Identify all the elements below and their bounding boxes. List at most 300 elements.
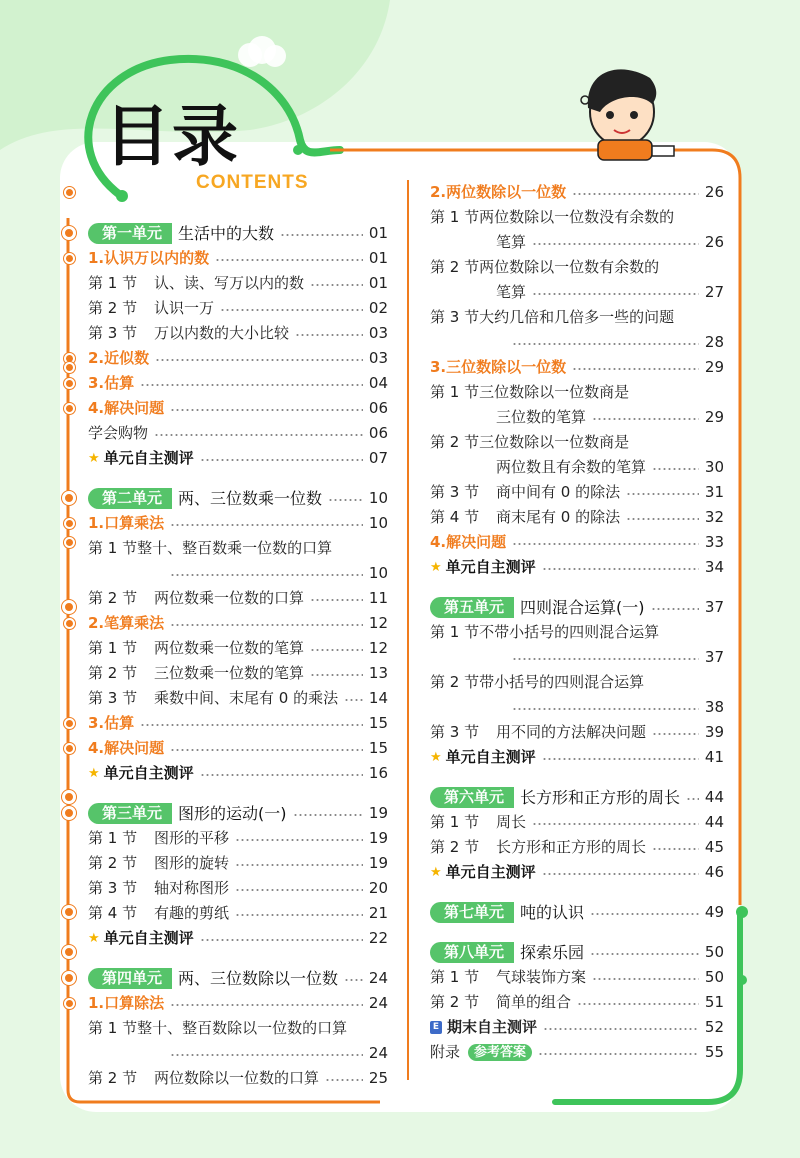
toc-entry-label (88, 1021, 347, 1036)
unit-title: 两、三位数乘一位数 (178, 488, 323, 508)
toc-entry-label (88, 276, 304, 291)
leader-dots (170, 749, 363, 751)
toc-entry-label (430, 995, 571, 1010)
toc-unit-row[interactable] (88, 486, 388, 511)
star-icon: ★ (430, 750, 442, 765)
leader-dots (155, 359, 363, 361)
toc-entry-label (496, 410, 586, 425)
lesson-title: 三位数乘一位数的笔算 (154, 664, 305, 682)
leader-dots (200, 774, 363, 776)
toc-entry-label (88, 376, 134, 391)
section-title: 3.三位数除以一位数 (430, 358, 567, 376)
leader-dots (220, 309, 363, 311)
page-number: 37 (704, 648, 724, 666)
page-number: 03 (368, 324, 388, 342)
toc-entry-label (88, 881, 229, 896)
unit-title: 两、三位数除以一位数 (178, 968, 339, 988)
star-icon: ★ (88, 766, 100, 781)
toc-test-row[interactable] (430, 555, 724, 580)
toc-lesson-continuation-row[interactable] (164, 561, 388, 586)
leader-dots (538, 1053, 699, 1055)
unit-title: 探索乐园 (520, 942, 585, 962)
lesson-title: 两位数除以一位数有余数的 (479, 258, 660, 276)
toc-entry-label (430, 625, 659, 640)
leader-dots (532, 243, 699, 245)
toc-entry-label (430, 210, 674, 225)
leader-dots (652, 468, 699, 470)
toc-entry-label (88, 931, 194, 946)
lesson-title: 两位数除以一位数没有余数的 (479, 208, 675, 226)
toc-lesson-row[interactable] (88, 661, 388, 686)
final-test-title: 期末自主测评 (447, 1018, 538, 1036)
toc-sec-row[interactable] (88, 371, 388, 396)
toc-entry-label (430, 840, 646, 855)
toc-final-row[interactable] (430, 1015, 724, 1040)
lesson-title: 两位数除以一位数的口算 (154, 1069, 320, 1087)
toc-entry-label (496, 460, 646, 475)
lesson-title: 三位数除以一位数商是 (479, 433, 630, 451)
unit-title: 图形的运动(一) (178, 803, 287, 823)
page-number: 19 (368, 804, 388, 822)
page-number: 01 (368, 249, 388, 267)
lesson-title: 周长 (496, 813, 527, 831)
toc-sec-row[interactable] (430, 355, 724, 380)
toc-lesson2-row[interactable] (430, 205, 724, 230)
toc-lesson-row[interactable] (88, 636, 388, 661)
page-number: 30 (704, 458, 724, 476)
page-number: 41 (704, 748, 724, 766)
toc-entry-label (430, 970, 586, 985)
toc-entry-label (496, 285, 526, 300)
page-number: 10 (368, 564, 388, 582)
lesson-number: 第 1 节 (430, 968, 480, 986)
toc-entry-label (88, 326, 289, 341)
lesson-number: 第 1 节 (430, 813, 480, 831)
lesson-number: 第 3 节 (430, 308, 480, 326)
toc-plain-row[interactable] (88, 421, 388, 446)
leader-dots (170, 524, 363, 526)
lesson-number: 第 2 节 (430, 433, 480, 451)
toc-appendix-row[interactable] (430, 1040, 724, 1065)
toc-lesson-row[interactable] (430, 965, 724, 990)
unit-badge: 第七单元 (430, 902, 514, 923)
page-number: 33 (704, 533, 724, 551)
lesson-title: 商末尾有 0 的除法 (496, 508, 621, 526)
toc-lesson-row[interactable] (88, 826, 388, 851)
toc-entry-label (88, 716, 134, 731)
page-number: 45 (704, 838, 724, 856)
unit-bullet-icon (62, 806, 76, 820)
leader-dots (543, 1028, 699, 1030)
page-number: 29 (704, 358, 724, 376)
toc-sec-row[interactable] (88, 991, 388, 1016)
page-number: 16 (368, 764, 388, 782)
toc-lesson-row[interactable] (430, 835, 724, 860)
leader-dots (512, 658, 699, 660)
toc-sec-row[interactable] (88, 511, 388, 536)
toc-lesson2-row[interactable] (430, 255, 724, 280)
page-number: 32 (704, 508, 724, 526)
leader-dots (512, 343, 699, 345)
toc-lesson-continuation-row[interactable] (164, 1041, 388, 1066)
leader-dots (170, 574, 363, 576)
page-number: 50 (704, 943, 724, 961)
page-number: 01 (368, 274, 388, 292)
toc-entry-label (88, 741, 164, 756)
leader-dots (652, 848, 699, 850)
toc-entry-label (88, 803, 287, 824)
page-number: 31 (704, 483, 724, 501)
toc-test-row[interactable] (430, 745, 724, 770)
leader-dots (572, 193, 699, 195)
test-title: 单元自主测评 (103, 764, 194, 782)
page-number: 24 (368, 1044, 388, 1062)
page-number: 12 (368, 614, 388, 632)
section-title: 3.估算 (88, 714, 135, 732)
section-title: 2.两位数除以一位数 (430, 183, 567, 201)
lesson-number: 第 4 节 (430, 508, 480, 526)
toc-entry-label (88, 401, 164, 416)
lesson-title: 两位数乘一位数的笔算 (154, 639, 305, 657)
leader-dots (512, 543, 699, 545)
test-title: 单元自主测评 (103, 449, 194, 467)
page-number: 55 (704, 1043, 724, 1061)
toc-lesson-continuation-row[interactable] (496, 280, 724, 305)
page-number: 24 (368, 969, 388, 987)
toc-lesson-row[interactable] (88, 686, 388, 711)
appendix-title: 附录 (430, 1043, 461, 1061)
toc-entry-label (430, 787, 680, 808)
toc-entry-label (430, 815, 526, 830)
toc-lesson-row[interactable] (430, 480, 724, 505)
section-title: 1.口算乘法 (88, 514, 165, 532)
toc-lesson-row[interactable] (430, 810, 724, 835)
toc-entry-label (88, 766, 194, 781)
toc-test-row[interactable] (88, 926, 388, 951)
toc-entry-label (430, 360, 566, 375)
leader-dots (295, 334, 363, 336)
toc-entry-label (88, 691, 338, 706)
toc-entry-label (430, 260, 659, 275)
section-bullet-icon (64, 362, 75, 373)
page-number: 29 (704, 408, 724, 426)
test-title: 单元自主测评 (445, 748, 536, 766)
lesson-number: 第 2 节 (430, 673, 480, 691)
leader-dots (592, 418, 699, 420)
leader-dots (572, 368, 699, 370)
toc-lesson2-row[interactable] (430, 670, 724, 695)
toc-lesson-continuation-row[interactable] (496, 230, 724, 255)
lesson-title: 认、读、写万以内的数 (154, 274, 305, 292)
unit-badge: 第三单元 (88, 803, 172, 824)
leader-dots (652, 733, 699, 735)
page-number: 15 (368, 714, 388, 732)
page-number: 37 (704, 598, 724, 616)
toc-lesson2-row[interactable] (430, 305, 724, 330)
toc-sec-row[interactable] (88, 711, 388, 736)
toc-sec-row[interactable] (88, 396, 388, 421)
toc-entry-label (430, 1044, 532, 1061)
leader-dots (140, 724, 363, 726)
lesson-title: 商中间有 0 的除法 (496, 483, 621, 501)
leader-dots (626, 493, 699, 495)
page-number: 44 (704, 813, 724, 831)
lesson-title: 图形的旋转 (154, 854, 230, 872)
toc-lesson-continuation-row[interactable] (506, 645, 724, 670)
lesson-title: 整十、整百数除以一位数的口算 (137, 1019, 348, 1037)
toc-test-row[interactable] (88, 446, 388, 471)
unit-title: 生活中的大数 (178, 223, 275, 243)
page-number: 20 (368, 879, 388, 897)
page-number: 10 (368, 514, 388, 532)
toc-unit-row[interactable] (430, 595, 724, 620)
leader-dots (592, 978, 699, 980)
star-icon: ★ (88, 931, 100, 946)
page-number: 49 (704, 903, 724, 921)
toc-entry-label (88, 426, 148, 441)
unit-title: 长方形和正方形的周长 (520, 787, 681, 807)
toc-unit-row[interactable] (88, 801, 388, 826)
lesson-number: 第 1 节 (88, 274, 138, 292)
section-title: 2.近似数 (88, 349, 150, 367)
toc-entry-label (430, 485, 620, 500)
lesson-title-continued: 笔算 (496, 283, 527, 301)
unit-bullet-icon (62, 971, 76, 985)
toc-lesson-row[interactable] (88, 851, 388, 876)
page-number: 06 (368, 399, 388, 417)
page-number: 21 (368, 904, 388, 922)
page-number: 26 (704, 183, 724, 201)
toc-entry-label (430, 725, 646, 740)
page-number: 51 (704, 993, 724, 1011)
lesson-title-continued: 三位数的笔算 (496, 408, 587, 426)
unit-bullet-icon (62, 905, 76, 919)
section-title: 1.认识万以内的数 (88, 249, 210, 267)
lesson-number: 第 2 节 (88, 664, 138, 682)
toc-lesson-row[interactable] (88, 1066, 388, 1091)
leader-dots (200, 939, 363, 941)
leader-dots (590, 913, 699, 915)
test-title: 单元自主测评 (445, 558, 536, 576)
toc-entry-label (430, 310, 674, 325)
toc-lesson-row[interactable] (88, 876, 388, 901)
unit-badge: 第一单元 (88, 223, 172, 244)
page-number: 46 (704, 863, 724, 881)
toc-lesson2-row[interactable] (88, 536, 388, 561)
toc-test-row[interactable] (88, 761, 388, 786)
lesson-number: 第 1 节 (430, 383, 480, 401)
toc-lesson-continuation-row[interactable] (496, 405, 724, 430)
leader-dots (235, 839, 363, 841)
test-title: 单元自主测评 (103, 929, 194, 947)
lesson-title-continued: 两位数且有余数的笔算 (496, 458, 647, 476)
section-bullet-icon (64, 187, 75, 198)
toc-lesson-row[interactable] (430, 720, 724, 745)
lesson-number: 第 2 节 (430, 993, 480, 1011)
section-title: 4.解决问题 (88, 399, 165, 417)
toc-sec-row[interactable] (88, 346, 388, 371)
page-number: 39 (704, 723, 724, 741)
page-number: 07 (368, 449, 388, 467)
star-icon: ★ (430, 560, 442, 575)
unit-bullet-icon (62, 945, 76, 959)
toc-unit-row[interactable] (88, 221, 388, 246)
toc-lesson-continuation-row[interactable] (506, 330, 724, 355)
page-number: 11 (368, 589, 388, 607)
toc-entry-label (430, 597, 645, 618)
toc-sec-row[interactable] (430, 530, 724, 555)
lesson-number: 第 3 节 (88, 689, 138, 707)
page-number: 24 (368, 994, 388, 1012)
leader-dots (170, 624, 363, 626)
leader-dots (170, 409, 363, 411)
toc-entry-label (430, 942, 584, 963)
toc-entry-label (88, 968, 338, 989)
toc-sec-row[interactable] (430, 180, 724, 205)
star-icon: ★ (430, 865, 442, 880)
toc-entry-label (88, 856, 229, 871)
lesson-number: 第 3 节 (88, 324, 138, 342)
toc-entry-label (430, 185, 566, 200)
toc-entry-label (88, 251, 209, 266)
page-number: 34 (704, 558, 724, 576)
lesson-title: 用不同的方法解决问题 (496, 723, 647, 741)
toc-entry-label (430, 902, 584, 923)
toc-entry-label (430, 675, 644, 690)
page-number: 06 (368, 424, 388, 442)
lesson-title: 简单的组合 (496, 993, 572, 1011)
toc-lesson-row[interactable] (88, 321, 388, 346)
toc-lesson-row[interactable] (430, 990, 724, 1015)
unit-title: 吨的认识 (520, 902, 585, 922)
toc-unit-row[interactable] (430, 785, 724, 810)
lesson-title: 大约几倍和几倍多一些的问题 (479, 308, 675, 326)
exam-icon: E (430, 1021, 442, 1034)
section-bullet-icon (64, 618, 75, 629)
toc-sec-row[interactable] (88, 611, 388, 636)
lesson-title: 有趣的剪纸 (154, 904, 230, 922)
leader-dots (310, 649, 363, 651)
toc-entry-label (88, 996, 164, 1011)
page-number: 01 (368, 224, 388, 242)
leader-dots (325, 1079, 363, 1081)
toc-entry-label (88, 223, 274, 244)
toc-lesson2-row[interactable] (88, 1016, 388, 1041)
page-title: 目录 (104, 98, 240, 175)
toc-lesson-row[interactable] (430, 505, 724, 530)
lesson-title: 长方形和正方形的周长 (496, 838, 647, 856)
page-number: 19 (368, 854, 388, 872)
leader-dots (215, 259, 363, 261)
toc-unit-row[interactable] (88, 966, 388, 991)
page-number: 38 (704, 698, 724, 716)
lesson-number: 第 2 节 (88, 854, 138, 872)
toc-entry-label (430, 750, 536, 765)
section-bullet-icon (64, 518, 75, 529)
leader-dots (626, 518, 699, 520)
page-number: 52 (704, 1018, 724, 1036)
toc-entry-label (430, 385, 629, 400)
leader-dots (542, 568, 699, 570)
leader-dots (200, 459, 363, 461)
leader-dots (532, 293, 699, 295)
toc-entry-label (88, 831, 229, 846)
toc-unit-row[interactable] (430, 900, 724, 925)
toc-entry-label (430, 535, 506, 550)
lesson-number: 第 2 节 (88, 589, 138, 607)
lesson-title: 不带小括号的四则混合运算 (479, 623, 660, 641)
toc-entry-label (430, 1020, 537, 1035)
toc-lesson2-row[interactable] (430, 380, 724, 405)
lesson-number: 第 1 节 (88, 639, 138, 657)
lesson-title: 整十、整百数乘一位数的口算 (137, 539, 333, 557)
page-number: 12 (368, 639, 388, 657)
lesson-title-continued: 笔算 (496, 233, 527, 251)
toc-entry-label (496, 235, 526, 250)
lesson-title: 两位数乘一位数的口算 (154, 589, 305, 607)
leader-dots (651, 608, 699, 610)
page-number: 44 (704, 788, 724, 806)
leader-dots (310, 674, 363, 676)
page-number: 03 (368, 349, 388, 367)
page-number: 15 (368, 739, 388, 757)
toc-lesson-row[interactable] (88, 901, 388, 926)
leader-dots (235, 889, 363, 891)
test-title: 单元自主测评 (445, 863, 536, 881)
toc-sec-row[interactable] (88, 736, 388, 761)
page-number: 02 (368, 299, 388, 317)
section-title: 3.估算 (88, 374, 135, 392)
leader-dots (512, 708, 699, 710)
section-bullet-icon (64, 253, 75, 264)
leader-dots (310, 284, 363, 286)
section-title: 4.解决问题 (88, 739, 165, 757)
toc-sec-row[interactable] (88, 246, 388, 271)
lesson-title: 乘数中间、末尾有 0 的乘法 (154, 689, 339, 707)
lesson-number: 第 1 节 (88, 829, 138, 847)
unit-bullet-icon (62, 600, 76, 614)
unit-bullet-icon (62, 491, 76, 505)
toc-lesson2-row[interactable] (430, 430, 724, 455)
lesson-title: 气球装饰方案 (496, 968, 587, 986)
leader-dots (344, 979, 363, 981)
toc-unit-row[interactable] (430, 940, 724, 965)
leader-dots (542, 873, 699, 875)
leader-dots (170, 1004, 363, 1006)
toc-lesson-row[interactable] (88, 296, 388, 321)
lesson-number: 第 1 节 (88, 539, 138, 557)
leader-dots (235, 864, 363, 866)
toc-entry-label (88, 351, 149, 366)
page-number: 10 (368, 489, 388, 507)
toc-entry-label (88, 451, 194, 466)
lesson-number: 第 1 节 (430, 208, 480, 226)
page-number: 04 (368, 374, 388, 392)
toc-lesson-row[interactable] (88, 271, 388, 296)
toc-lesson-continuation-row[interactable] (496, 455, 724, 480)
toc-test-row[interactable] (430, 860, 724, 885)
entry-title: 学会购物 (88, 424, 149, 442)
leader-dots (235, 914, 363, 916)
lesson-number: 第 2 节 (430, 258, 480, 276)
toc-lesson-continuation-row[interactable] (506, 695, 724, 720)
toc-lesson2-row[interactable] (430, 620, 724, 645)
section-bullet-icon (64, 378, 75, 389)
leader-dots (344, 699, 363, 701)
leader-dots (686, 798, 699, 800)
leader-dots (154, 434, 363, 436)
toc-lesson-row[interactable] (88, 586, 388, 611)
